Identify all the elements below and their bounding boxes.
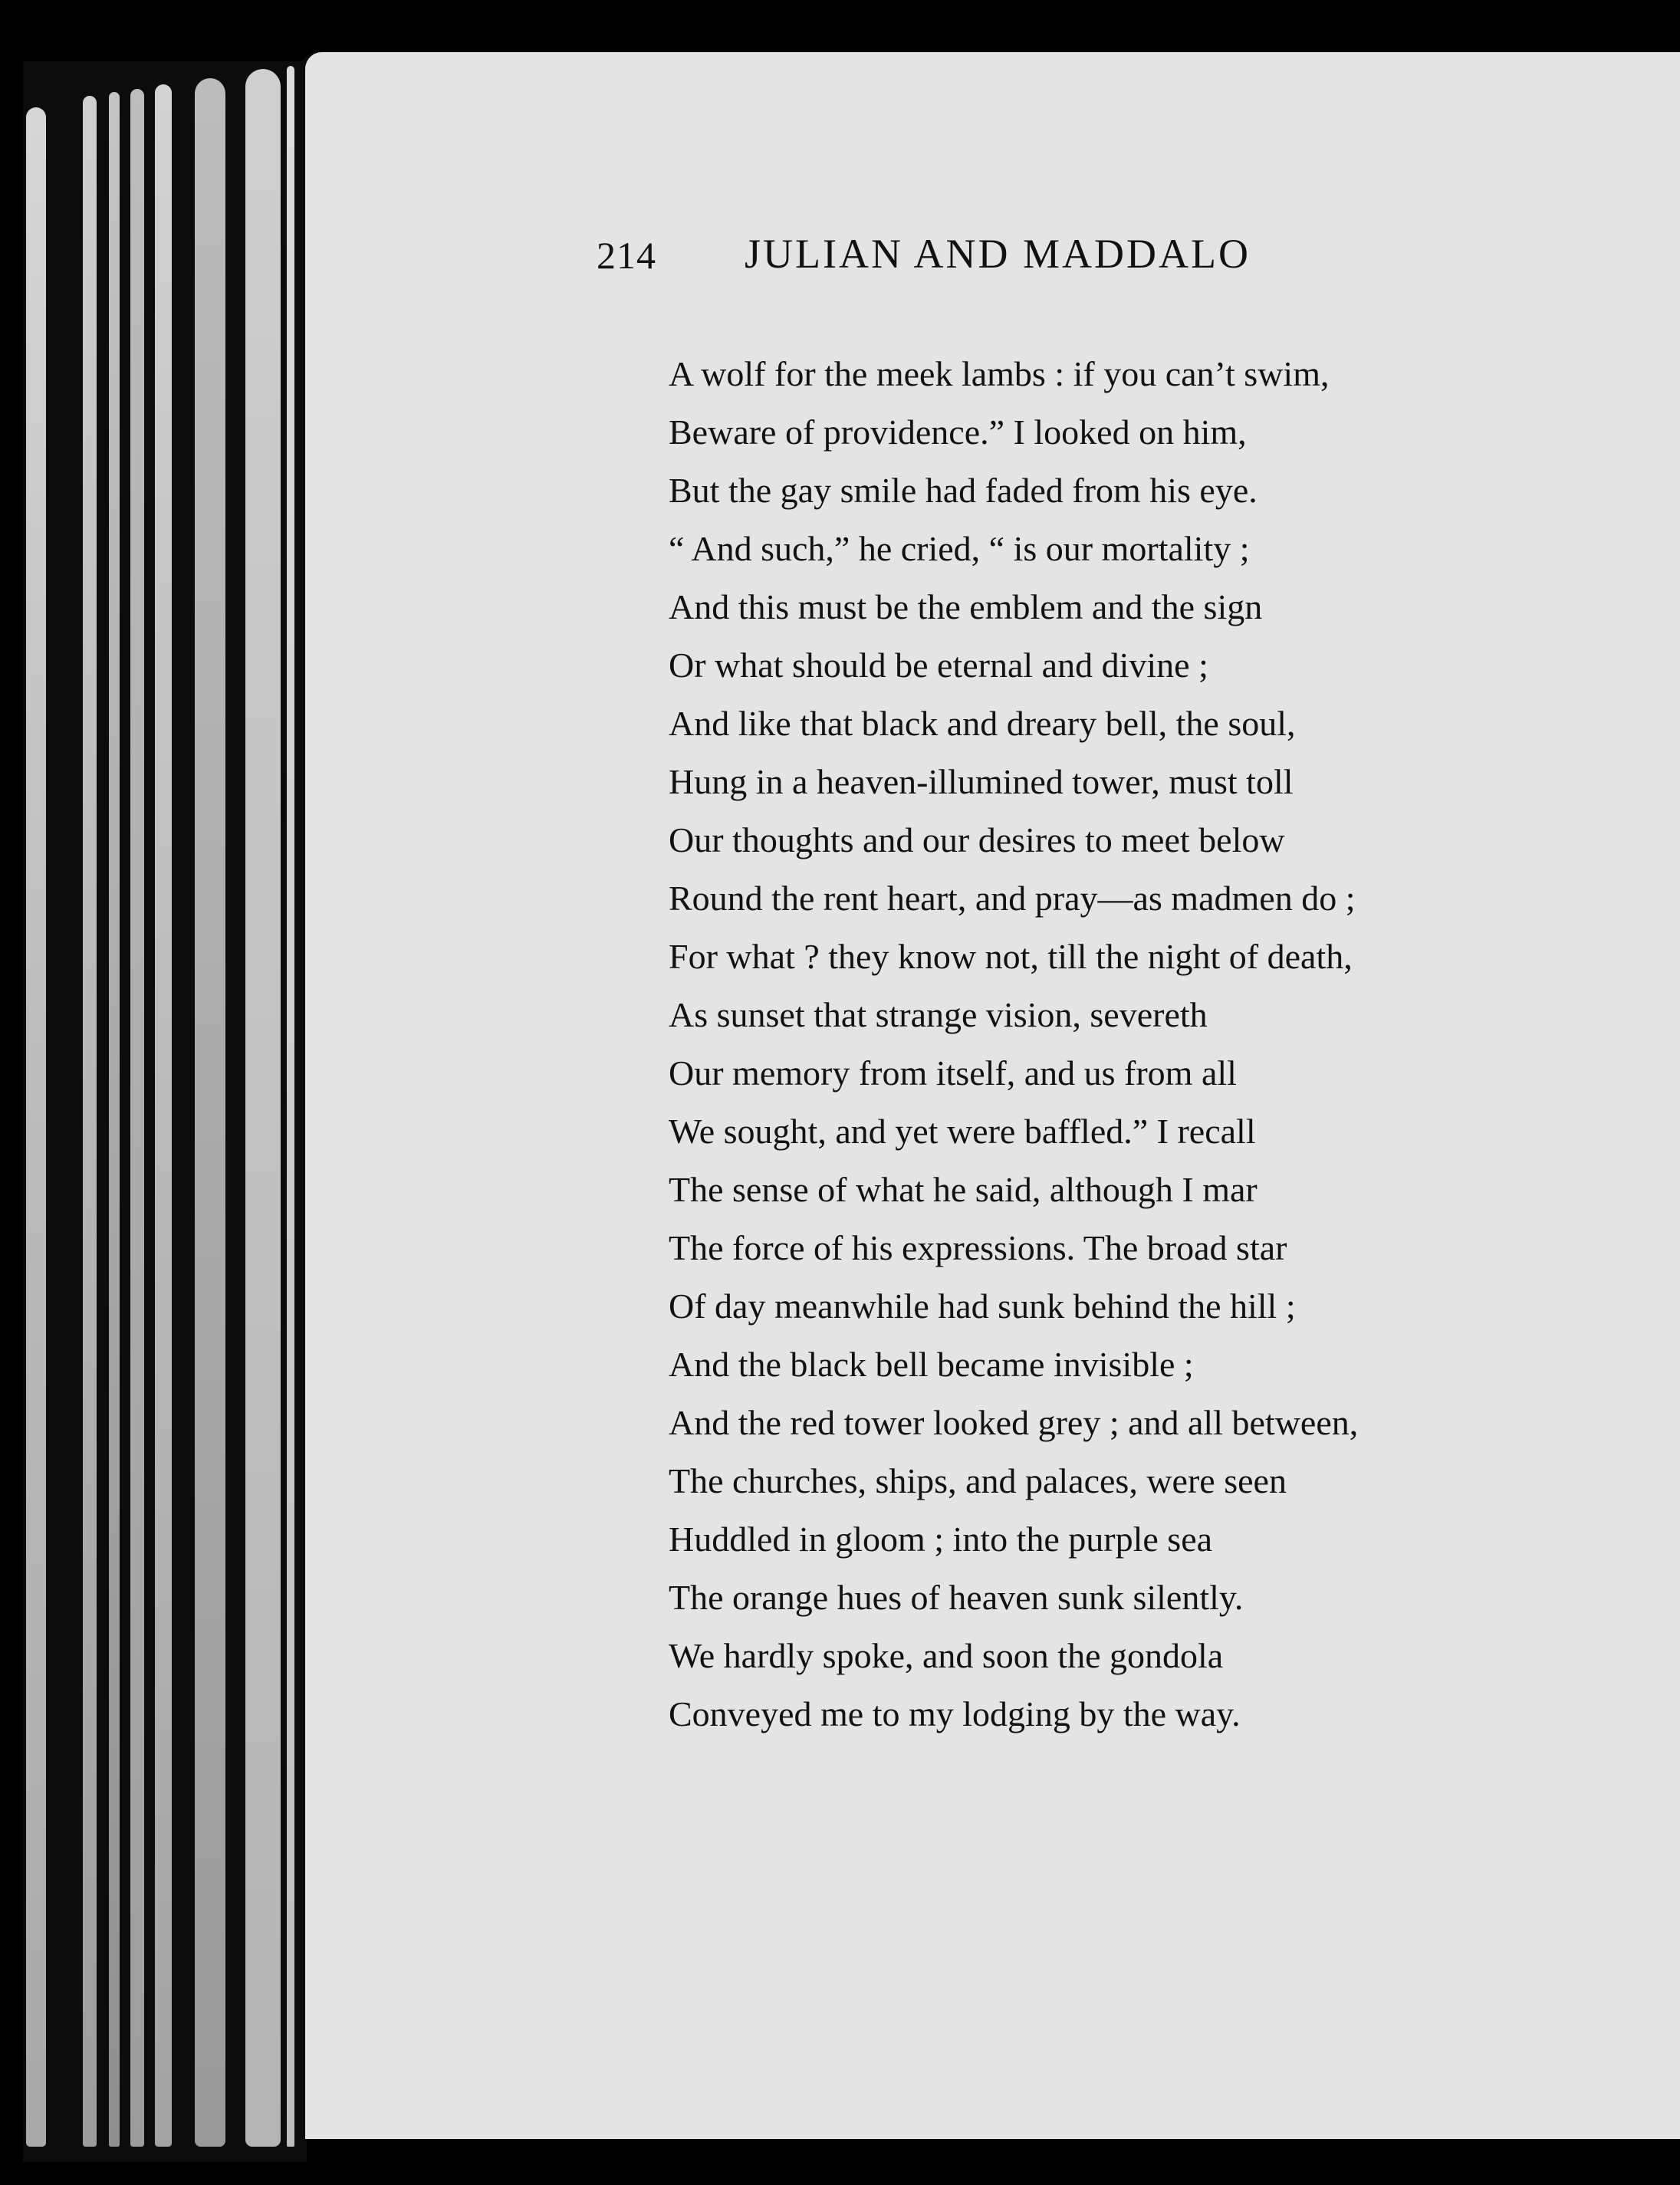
page-edge	[245, 69, 281, 2147]
poem-line: “ And such,” he cried, “ is our mortality ;	[669, 529, 1250, 568]
page-edge	[287, 66, 294, 2147]
page-edge	[26, 107, 46, 2147]
poem-line: Beware of providence.” I looked on him,	[669, 412, 1247, 452]
book-page	[305, 52, 1680, 2139]
poem-line: We hardly spoke, and soon the gondola	[669, 1636, 1224, 1675]
poem-line: As sunset that strange vision, severeth	[669, 995, 1208, 1034]
poem-line: And the red tower looked grey ; and all between,	[669, 1403, 1359, 1442]
page-edge	[109, 92, 120, 2147]
poem-line: The orange hues of heaven sunk silently.	[669, 1578, 1244, 1617]
poem-line: Conveyed me to my lodging by the way.	[669, 1694, 1241, 1733]
poem-text	[669, 345, 1358, 1743]
poem-line: And the black bell became invisible ;	[669, 1345, 1194, 1384]
poem-line: Hung in a heaven-illumined tower, must toll	[669, 762, 1294, 801]
poem-line: We sought, and yet were baffled.” I recall	[669, 1112, 1256, 1151]
poem-line: Our thoughts and our desires to meet below	[669, 820, 1285, 859]
page-edge	[195, 78, 225, 2147]
page-stack-edges	[23, 61, 307, 2162]
poem-line: For what ? they know not, till the night of death,	[669, 937, 1353, 976]
poem-line: But the gay smile had faded from his eye.	[669, 471, 1258, 510]
page-number: 214	[597, 234, 656, 277]
page-edge	[83, 96, 97, 2147]
poem-line: Huddled in gloom ; into the purple sea	[669, 1520, 1213, 1559]
poem-line: Round the rent heart, and pray—as madmen do ;	[669, 879, 1356, 918]
page-edge	[130, 89, 144, 2147]
poem-line: The churches, ships, and palaces, were seen	[669, 1461, 1287, 1500]
running-title: JULIAN AND MADDALO	[745, 231, 1251, 277]
poem-line: And like that black and dreary bell, the soul,	[669, 704, 1296, 743]
poem-line: The sense of what he said, although I mar	[669, 1170, 1258, 1209]
poem-line: The force of his expressions. The broad star	[669, 1228, 1287, 1267]
page-edge	[155, 84, 172, 2147]
poem-line: Or what should be eternal and divine ;	[669, 646, 1208, 685]
poem-line: And this must be the emblem and the sign	[669, 587, 1263, 626]
poem-line: Of day meanwhile had sunk behind the hill ;	[669, 1286, 1296, 1326]
poem-line: Our memory from itself, and us from all	[669, 1053, 1237, 1092]
poem-line: A wolf for the meek lambs : if you can’t swim,	[669, 354, 1330, 393]
